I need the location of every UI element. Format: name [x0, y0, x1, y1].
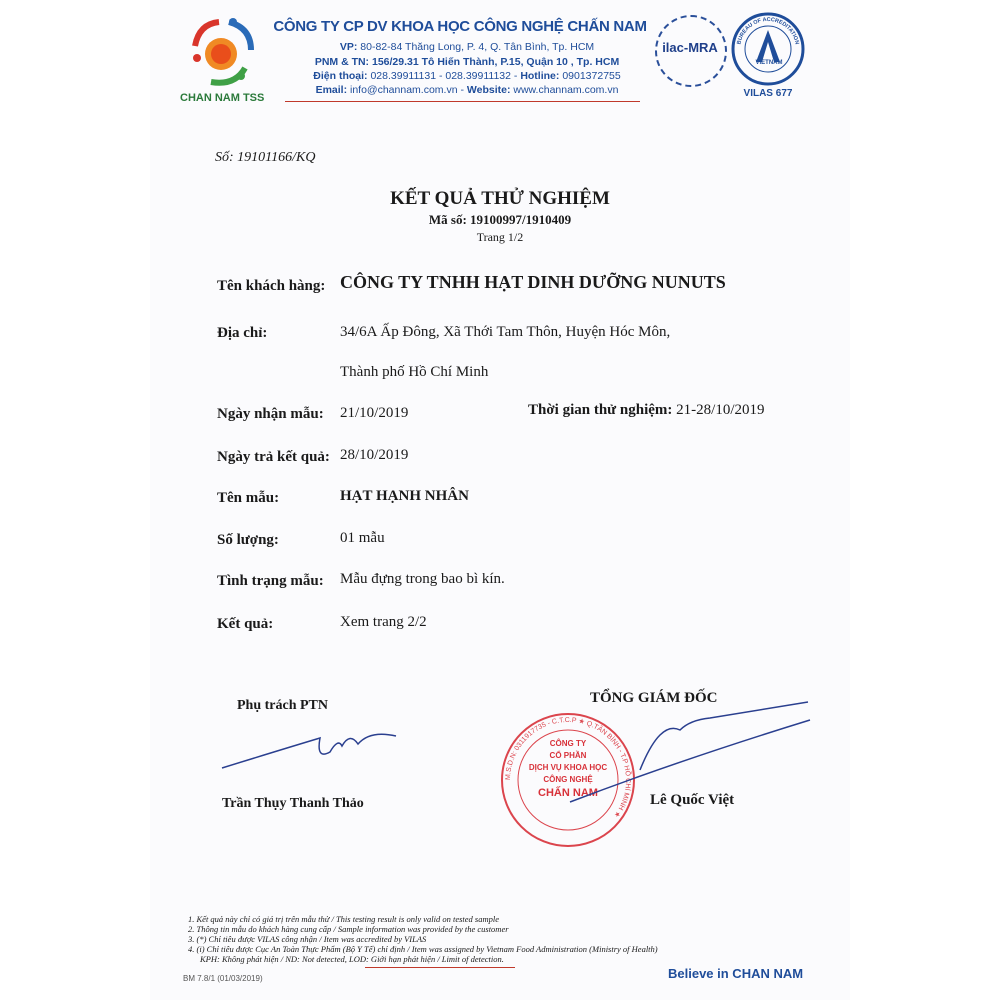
footer-note: 4. (i) Chỉ tiêu được Cục An Toàn Thực Phẩm (Bộ Y Tế) chỉ định / Item was assigned by Vietnam Food Administration (Ministry of Health): [188, 944, 658, 954]
test-time: [528, 402, 765, 419]
return-date-label: Ngày trả kết quả:: [217, 449, 330, 465]
test-time-value: 21-28/10/2019: [676, 402, 765, 418]
contact-line: [282, 84, 652, 96]
customer-value: CÔNG TY TNHH HẠT DINH DƯỠNG NUNUTS: [340, 272, 726, 292]
phone-line: [282, 70, 652, 82]
document-number: Số: 19101166/KQ: [215, 150, 316, 165]
quantity-value: 01 mẫu: [340, 530, 385, 546]
website-value: www.channam.com.vn: [513, 84, 619, 96]
stamp-line: CÔNG NGHỆ: [543, 775, 593, 784]
hotline-label: Hotline:: [520, 70, 560, 82]
email-label: Email:: [315, 84, 348, 96]
boa-text: BUREAU OF ACCREDITATION: [736, 16, 800, 46]
footer-note: 3. (*) Chỉ tiêu được VILAS công nhận / Item was accredited by VILAS: [188, 934, 427, 944]
received-date-label: Ngày nhận mẫu:: [217, 406, 324, 422]
phone-label: Điện thoại:: [313, 70, 368, 82]
header-divider: [285, 101, 640, 102]
sample-status-value: Mẫu đựng trong bao bì kín.: [340, 571, 505, 587]
stamp-ring-text: M.S.D.N: 0311917735 - C.T.C.P ★ Q.TÂN BÌNH - T.P HỒ CHÍ MINH ★: [504, 716, 632, 819]
address-line-2: Thành phố Hồ Chí Minh: [340, 364, 489, 380]
stamp-line: CHẤN NAM: [538, 787, 598, 799]
email-value: info@channam.com.vn -: [350, 84, 464, 96]
received-date-value: 21/10/2019: [340, 405, 409, 421]
office-label: VP:: [339, 41, 358, 53]
logo-text: CHAN NAM TSS: [180, 92, 265, 104]
return-date-value: 28/10/2019: [340, 447, 409, 463]
bureau-accreditation-seal-icon: [731, 12, 805, 86]
boa-country: VIETNAM: [755, 60, 783, 66]
hotline-value: 0901372755: [562, 70, 621, 82]
footer-note: KPH: Không phát hiện / ND: Not detected, LOD: Giới hạn phát hiện / Limit of detection.: [200, 954, 504, 964]
document-title: KẾT QUẢ THỬ NGHIỆM: [390, 188, 610, 209]
sample-name-label: Tên mẫu:: [217, 490, 280, 506]
sample-status-label: Tình trạng mẫu:: [217, 573, 324, 589]
footer-note: 2. Thông tin mẫu do khách hàng cung cấp / Sample information was provided by the customer: [188, 924, 509, 934]
page-indicator: Trang 1/2: [476, 230, 524, 244]
phone-value: 028.39911131 - 028.39911132 -: [370, 70, 518, 82]
ilac-text: ilac-MRA: [662, 40, 718, 55]
office-address: [282, 41, 652, 53]
form-code: BM 7.8/1 (01/03/2019): [183, 974, 263, 983]
website-label: Website:: [466, 84, 511, 96]
lab-address: PNM & TN: 156/29.31 Tô Hiến Thành, P.15, Quận 10 , Tp. HCM: [314, 56, 620, 68]
lab-head-name: Trần Thụy Thanh Thảo: [222, 796, 364, 811]
slogan: Believe in CHAN NAM: [668, 966, 804, 981]
quantity-label: Số lượng:: [217, 532, 279, 548]
footer-note: 1. Kết quả này chỉ có giá trị trên mẫu thử / This testing result is only valid on tested sample: [188, 914, 500, 924]
result-label: Kết quả:: [217, 616, 274, 632]
director-title: TỔNG GIÁM ĐỐC: [590, 690, 718, 706]
document-code: Mã số: 19100997/1910409: [428, 212, 572, 227]
address-line-1: 34/6A Ấp Đông, Xã Thới Tam Thôn, Huyện Hóc Môn,: [340, 324, 671, 340]
office-value: 80-82-84 Thăng Long, P. 4, Q. Tân Bình, Tp. HCM: [360, 41, 595, 53]
result-value: Xem trang 2/2: [340, 614, 427, 630]
chan-nam-logo-icon: [185, 16, 257, 88]
sample-name-value: HẠT HẠNH NHÂN: [340, 488, 469, 504]
footer-divider: [365, 967, 515, 968]
company-name: CÔNG TY CP DV KHOA HỌC CÔNG NGHỆ CHẤN NAM: [273, 18, 647, 35]
customer-label: Tên khách hàng:: [217, 278, 326, 294]
director-name: Lê Quốc Việt: [650, 792, 735, 808]
address-label: Địa chỉ:: [217, 325, 268, 341]
lab-head-title: Phụ trách PTN: [237, 698, 328, 713]
test-time-label: Thời gian thử nghiệm:: [528, 402, 673, 418]
stamp-line: DỊCH VỤ KHOA HỌC: [528, 763, 608, 772]
lab-head-signature-icon: [220, 720, 400, 780]
stamp-line: CỔ PHẦN: [549, 751, 587, 760]
vilas-number: VILAS 677: [743, 88, 793, 99]
stamp-line: CÔNG TY: [549, 739, 587, 748]
